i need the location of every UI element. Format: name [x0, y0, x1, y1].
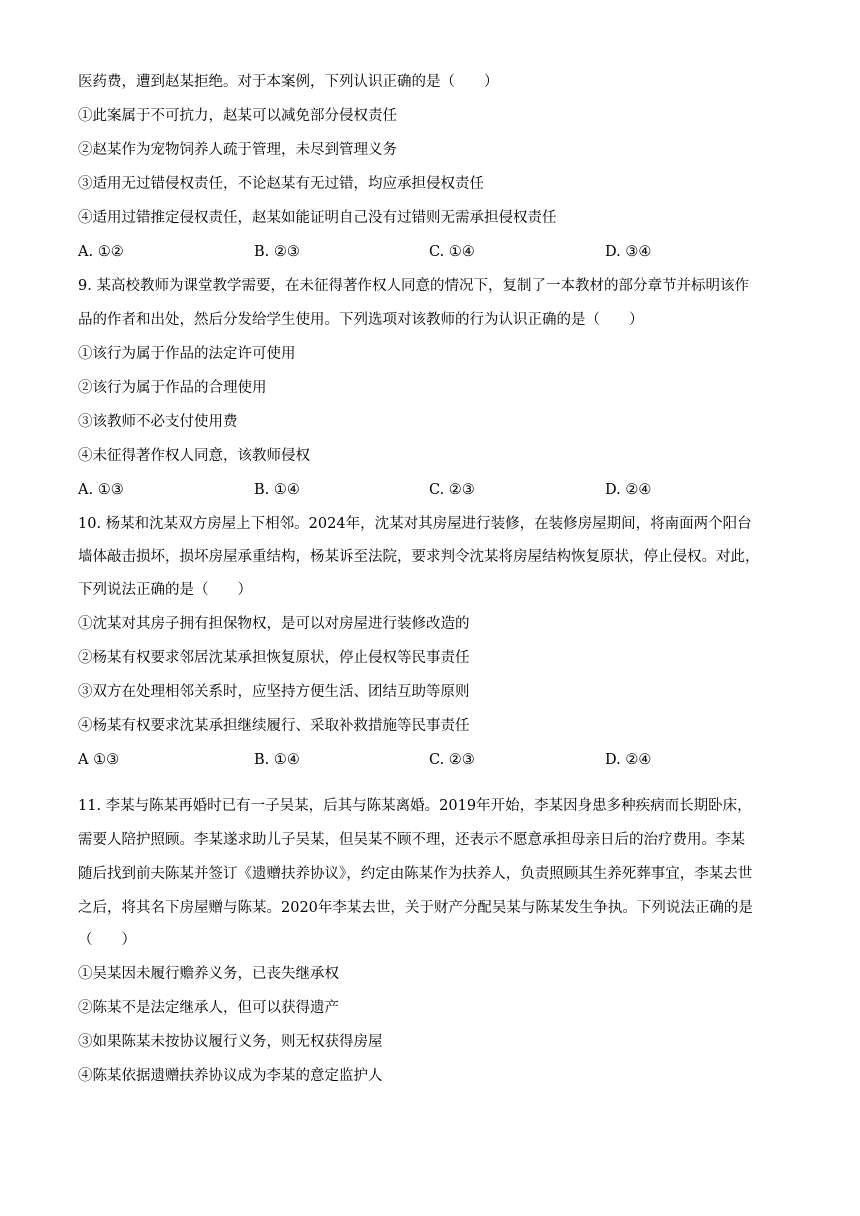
q10-option-c[interactable]: C. ②③ [429, 752, 475, 768]
q9-option-c[interactable]: C. ②③ [429, 482, 475, 498]
q11-statement-2: ②陈某不是法定继承人，但可以获得遗产 [78, 1000, 339, 1016]
q8-option-a[interactable]: A. ①② [78, 244, 124, 260]
q11-statement-4: ④陈某依据遗赠扶养协议成为李某的意定监护人 [78, 1068, 383, 1084]
q8-statement-2: ②赵某作为宠物饲养人疏于管理，未尽到管理义务 [78, 142, 397, 158]
q8-statement-1: ①此案属于不可抗力，赵某可以减免部分侵权责任 [78, 108, 397, 124]
q10-statement-3: ③双方在处理相邻关系时，应坚持方便生活、团结互助等原则 [78, 684, 470, 700]
q8-options [78, 242, 798, 262]
q8-statement-4: ④适用过错推定侵权责任，赵某如能证明自己没有过错则无需承担侵权责任 [78, 210, 557, 226]
q11-stem-line-4: 之后，将其名下房屋赠与陈某。2020年李某去世，关于财产分配吴某与陈某发生争执。下列说法正确的是 [78, 900, 753, 916]
q10-options [78, 750, 798, 770]
q8-option-b[interactable]: B. ②③ [254, 244, 300, 260]
q11-stem-line-1: 11. 李某与陈某再婚时已有一子吴某，后其与陈某离婚。2019年开始，李某因身患多种疾病而长期卧床， [78, 798, 752, 814]
q10-statement-1: ①沈某对其房子拥有担保物权，是可以对房屋进行装修改造的 [78, 616, 470, 632]
q10-stem-line-1: 10. 杨某和沈某双方房屋上下相邻。2024年，沈某对其房屋进行装修，在装修房屋期间，将南面两个阳台 [78, 516, 752, 532]
q9-statement-4: ④未征得著作权人同意，该教师侵权 [78, 448, 310, 464]
q10-stem-line-3: 下列说法正确的是（ ） [78, 582, 252, 598]
q8-stem-tail: 医药费，遭到赵某拒绝。对于本案例，下列认识正确的是（ ） [78, 74, 499, 90]
q9-stem-line-1: 9. 某高校教师为课堂教学需要，在未征得著作权人同意的情况下，复制了一本教材的部分章节并标明该作 [78, 278, 749, 294]
q9-option-d[interactable]: D. ②④ [605, 482, 652, 498]
q9-option-b[interactable]: B. ①④ [254, 482, 300, 498]
q11-stem-line-3: 随后找到前夫陈某并签订《遗赠扶养协议》，约定由陈某作为扶养人，负责照顾其生养死葬事宜，李某去世 [78, 866, 753, 882]
q10-option-a[interactable]: A ①③ [78, 752, 120, 768]
q10-option-b[interactable]: B. ①④ [254, 752, 300, 768]
q8-statement-3: ③适用无过错侵权责任，不论赵某有无过错，均应承担侵权责任 [78, 176, 484, 192]
q9-statement-2: ②该行为属于作品的合理使用 [78, 380, 267, 396]
q10-statement-2: ②杨某有权要求邻居沈某承担恢复原状，停止侵权等民事责任 [78, 650, 470, 666]
q9-option-a[interactable]: A. ①③ [78, 482, 124, 498]
q9-options [78, 480, 798, 500]
q9-statement-1: ①该行为属于作品的法定许可使用 [78, 346, 296, 362]
q11-statement-1: ①吴某因未履行赡养义务，已丧失继承权 [78, 966, 339, 982]
q10-stem-line-2: 墙体敲击损坏，损坏房屋承重结构，杨某诉至法院，要求判令沈某将房屋结构恢复原状，停止侵权。对此， [78, 549, 760, 565]
q8-option-c[interactable]: C. ①④ [429, 244, 475, 260]
q10-option-d[interactable]: D. ②④ [605, 752, 652, 768]
q9-statement-3: ③该教师不必支付使用费 [78, 414, 238, 430]
q8-option-d[interactable]: D. ③④ [605, 244, 652, 260]
q11-stem-line-5: （ ） [78, 932, 136, 948]
q11-stem-line-2: 需要人陪护照顾。李某遂求助儿子吴某，但吴某不顾不理，还表示不愿意承担母亲日后的治疗费用。李某 [78, 832, 745, 848]
q11-statement-3: ③如果陈某未按协议履行义务，则无权获得房屋 [78, 1034, 383, 1050]
q10-statement-4: ④杨某有权要求沈某承担继续履行、采取补救措施等民事责任 [78, 718, 470, 734]
q9-stem-line-2: 品的作者和出处，然后分发给学生使用。下列选项对该教师的行为认识正确的是（ ） [78, 312, 644, 328]
